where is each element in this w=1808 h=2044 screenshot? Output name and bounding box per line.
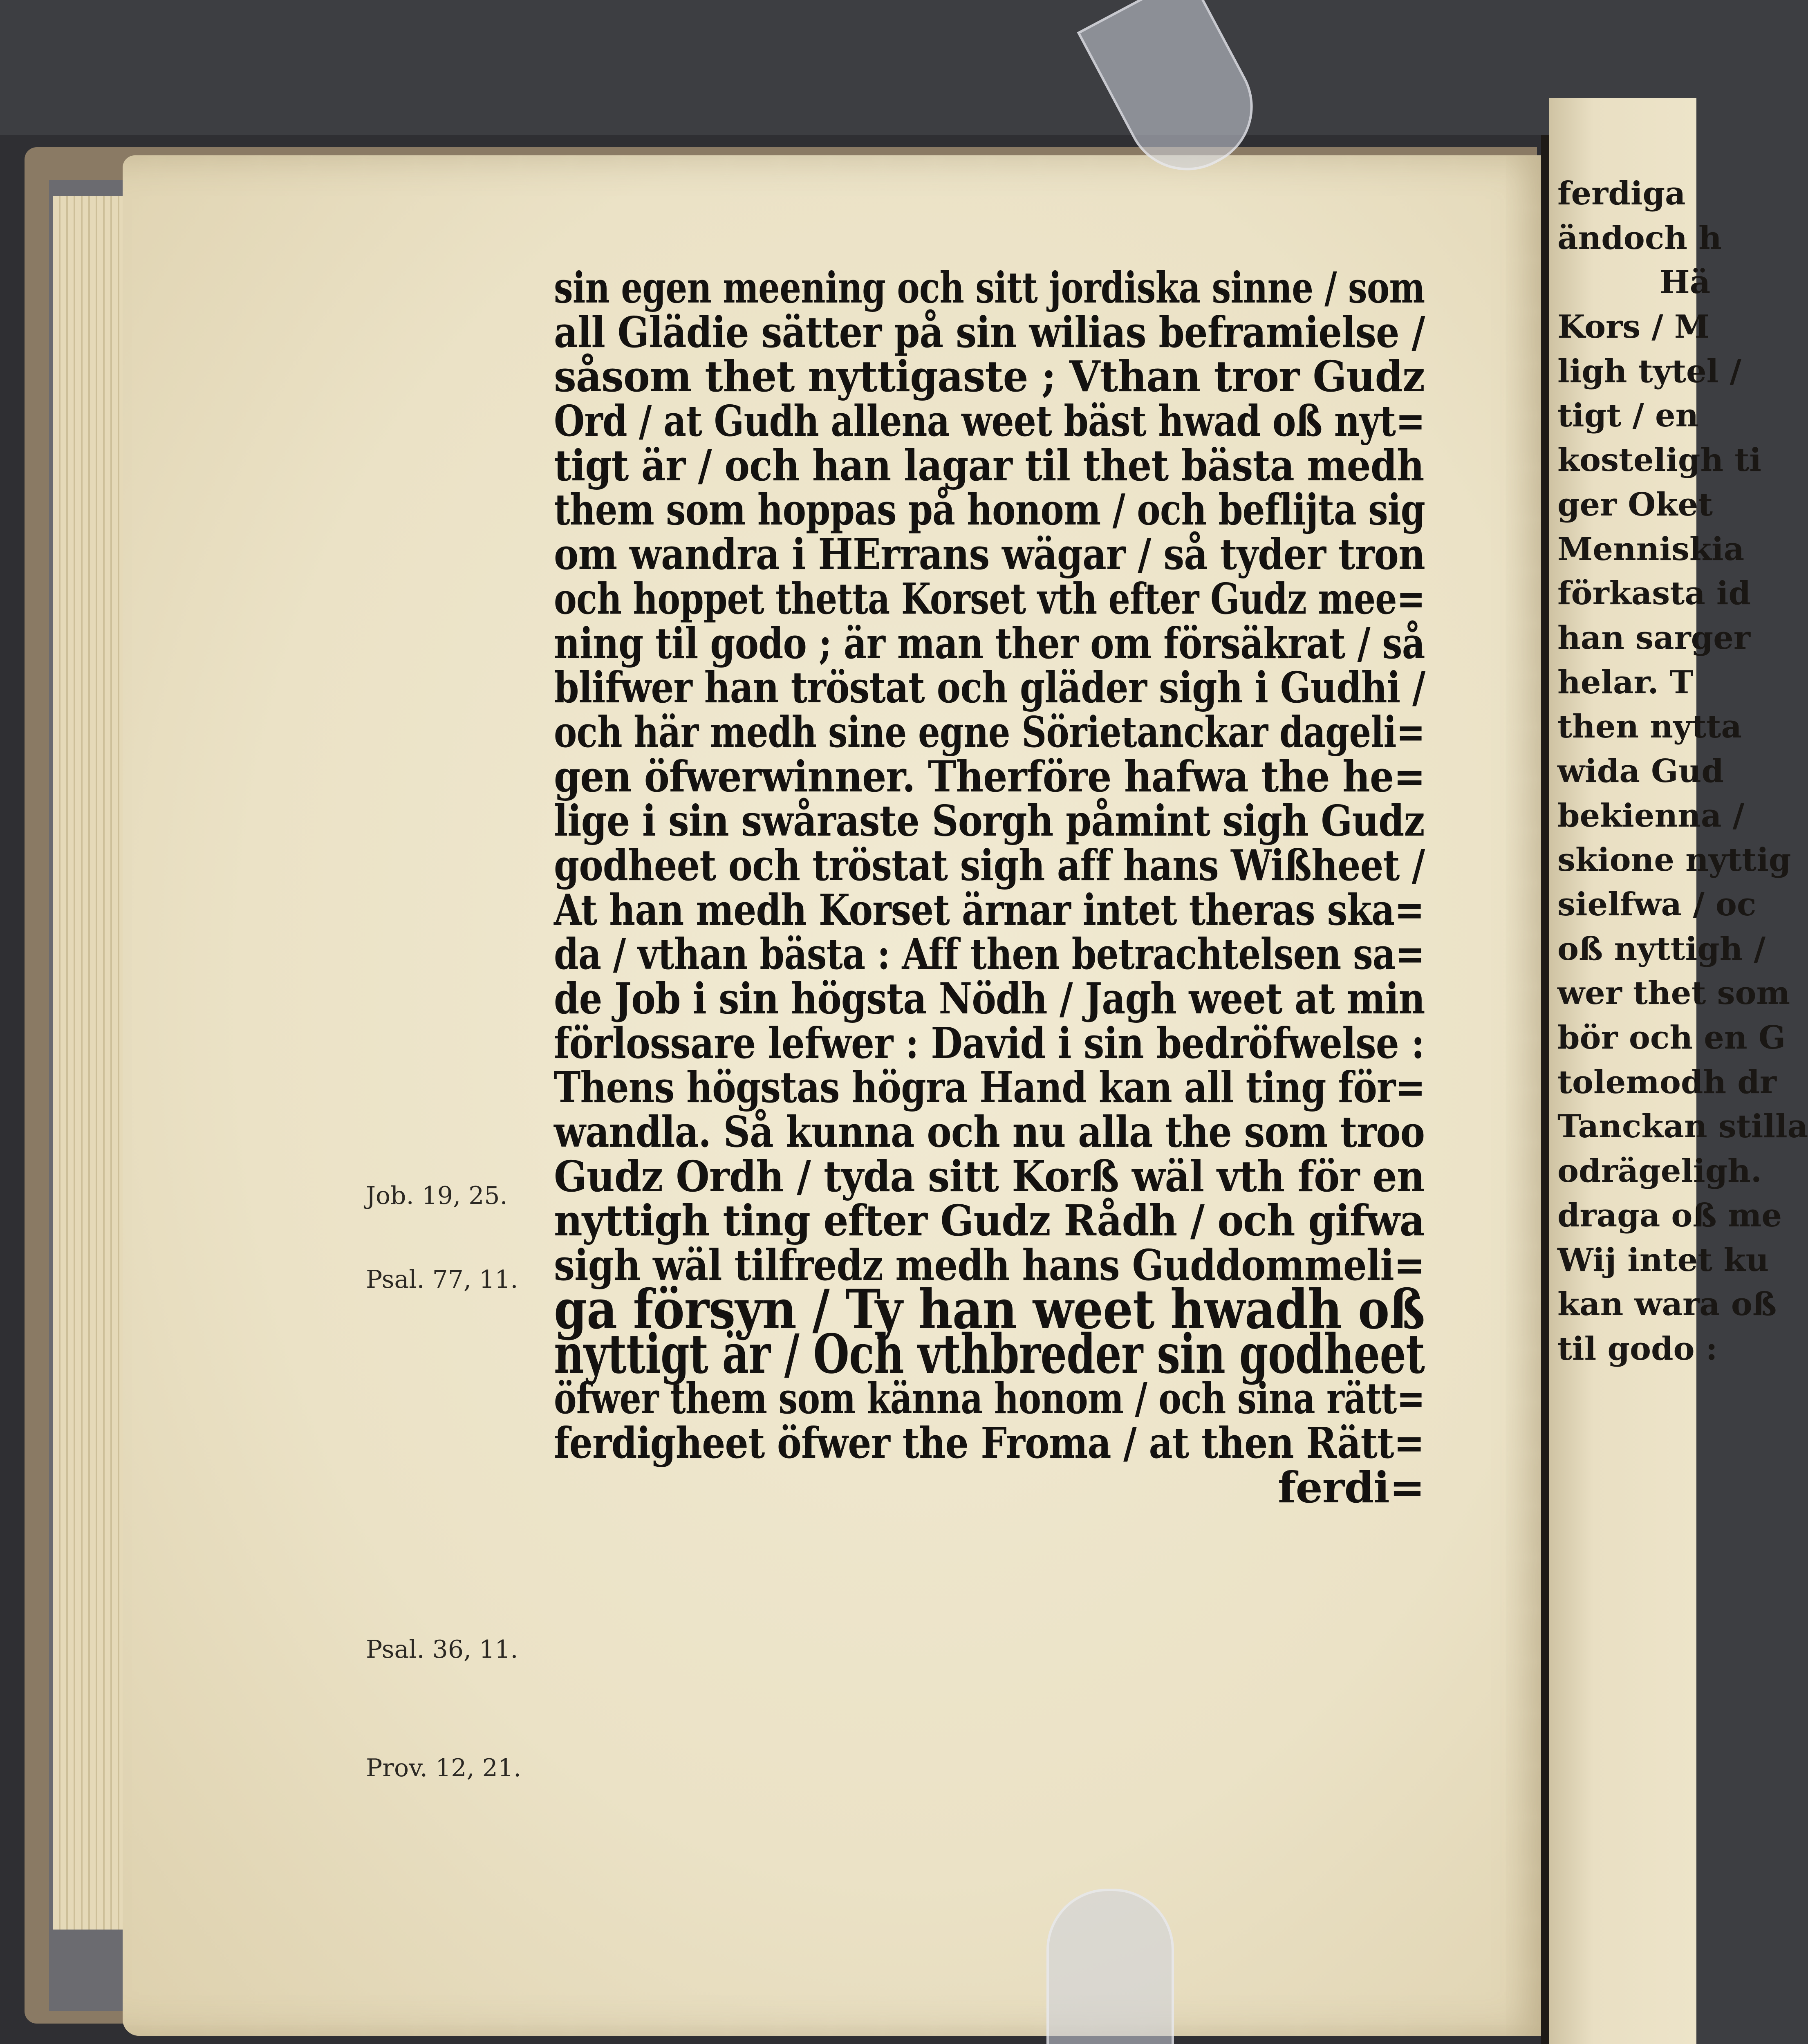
right-text-line: Wij intet ku: [1557, 1241, 1769, 1279]
right-text-line: Tanckan stilla: [1557, 1108, 1808, 1145]
text-line: såsom thet nyttigaste ; Vthan tror Gudz: [554, 351, 1425, 402]
text-line: tigt är / och han lagar til thet bästa medh: [554, 440, 1424, 491]
text-line: sigh wäl tilfredz medh hans Guddommeli=: [554, 1240, 1425, 1291]
right-text-line: til godo :: [1557, 1330, 1718, 1367]
right-text-line: förkasta id: [1557, 575, 1751, 612]
right-text-line: bör och en G: [1557, 1019, 1786, 1057]
text-line: förlossare lefwer : David i sin bedröfwelse :: [554, 1018, 1425, 1068]
text-line: them som hoppas på honom / och beflijta sig: [554, 484, 1425, 535]
right-text-line: Kors / M: [1557, 308, 1710, 346]
right-text-line: then nytta: [1557, 708, 1742, 746]
right-text-line: Menniskia: [1557, 530, 1745, 568]
right-text-line: sielfwa / oc: [1557, 886, 1756, 923]
right-text-line: kan wara oß: [1557, 1286, 1777, 1323]
text-line: all Glädie sätter på sin wilias beframielse /: [554, 307, 1425, 357]
right-text-line: skione nyttig: [1557, 841, 1791, 879]
text-line: Thens högstas högra Hand kan all ting för=: [554, 1062, 1425, 1113]
text-line: ning til godo ; är man ther om försäkrat / så: [554, 618, 1425, 668]
right-text-line: ligh tytel /: [1557, 352, 1741, 390]
margin-note-proverbs: Prov. 12, 21.: [366, 1754, 522, 1782]
right-text-line: ger Oket: [1557, 486, 1713, 523]
text-line: blifwer han tröstat och gläder sigh i Gudhi /: [554, 662, 1425, 713]
right-text-line: ändoch h: [1557, 219, 1722, 257]
text-line: godheet och tröstat sigh aff hans Wißheet /: [554, 840, 1425, 890]
main-text-block: [554, 262, 1425, 1513]
right-text-line: wida Gud: [1557, 752, 1724, 790]
text-line: ga försyn / Ty han weet hwadh oß: [554, 1278, 1425, 1341]
right-text-line: Hä: [1660, 264, 1711, 301]
text-line: wandla. Så kunna och nu alla the som troo: [554, 1107, 1425, 1157]
right-text-line: kosteligh ti: [1557, 442, 1761, 479]
right-text-line: han sarger: [1557, 619, 1750, 657]
text-line: gen öfwerwinner. Therföre hafwa the he=: [554, 751, 1425, 802]
text-line: Gudz Ordh / tyda sitt Korß wäl vth för en: [554, 1151, 1425, 1201]
margin-note-psalm-36: Psal. 36, 11.: [366, 1635, 518, 1664]
right-text-line: helar. T: [1557, 663, 1694, 701]
right-text-line: draga oß me: [1557, 1197, 1782, 1234]
text-line: nyttigt är / Och vthbreder sin godheet: [554, 1322, 1425, 1386]
right-text-line: odrägeligh.: [1557, 1152, 1762, 1190]
page-clip-bottom: [1046, 1889, 1174, 2044]
right-text-line: oß nyttigh /: [1557, 930, 1766, 968]
text-line: de Job i sin högsta Nödh / Jagh weet at min: [554, 973, 1425, 1024]
text-line: och hoppet thetta Korset vth efter Gudz mee=: [554, 573, 1425, 624]
text-line: lige i sin swåraste Sorgh påmint sigh Gudz: [554, 796, 1425, 846]
margin-note-psalm-77: Psal. 77, 11.: [366, 1265, 518, 1294]
text-line: nyttigh ting efter Gudz Rådh / och gifwa: [554, 1195, 1425, 1246]
right-text-line: bekienna /: [1557, 797, 1745, 834]
right-text-line: tolemodh dr: [1557, 1063, 1777, 1101]
right-text-line: wer thet som: [1557, 975, 1790, 1012]
text-line: Ord / at Gudh allena weet bäst hwad oß nyt=: [554, 396, 1425, 446]
text-line: At han medh Korset ärnar intet theras ska=: [554, 884, 1425, 935]
text-line: och här medh sine egne Sörietanckar dageli=: [554, 706, 1425, 757]
text-line: om wandra i HErrans wägar / så tyder tron: [554, 529, 1425, 580]
margin-note-job: Job. 19, 25.: [366, 1181, 508, 1210]
right-page-text: [1557, 172, 1808, 1372]
text-line: sin egen meening och sitt jordiska sinne / som: [554, 262, 1425, 313]
right-text-line: tigt / en: [1557, 397, 1699, 435]
right-text-line: ferdiga: [1557, 175, 1686, 212]
text-line: ferdigheet öfwer the Froma / at then Rätt=: [554, 1417, 1425, 1468]
text-line: da / vthan bästa : Aff then betrachtelsen sa=: [554, 929, 1425, 979]
catchword: ferdi=: [1277, 1462, 1425, 1513]
text-line: öfwer them som känna honom / och sina rätt=: [554, 1373, 1425, 1424]
